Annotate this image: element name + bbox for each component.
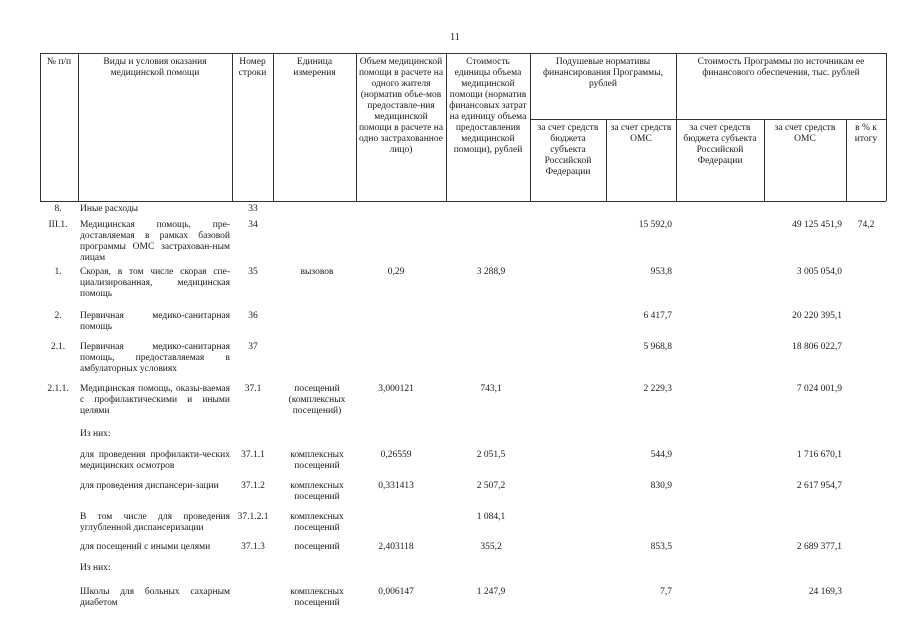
row-program-oms: 20 220 395,1 bbox=[792, 311, 842, 321]
row-name: В том числе для проведения углубленной диспансеризации bbox=[80, 512, 230, 533]
row-unit: комплексных посещений bbox=[290, 450, 344, 471]
row-norm-oms: 953,8 bbox=[650, 267, 672, 277]
row-line: 34 bbox=[248, 220, 258, 230]
header-name: Виды и условия оказания медицинской помощи bbox=[103, 57, 207, 78]
row-program-oms: 3 005 054,0 bbox=[796, 267, 842, 277]
row-name: для проведения профилакти-ческих медицинских осмотров bbox=[80, 450, 230, 471]
row-name: Школы для больных сахарным диабетом bbox=[80, 587, 230, 608]
header-cost: Стоимость единицы объема медицинской помощи (норматив финансовых затрат на единицу объема предоставления медицинской помощи), рублей bbox=[449, 57, 527, 155]
row-line: 36 bbox=[248, 311, 258, 321]
row-cost: 2 507,2 bbox=[476, 481, 506, 491]
row-name: Из них: bbox=[80, 429, 111, 439]
row-percent: 74,2 bbox=[857, 220, 875, 230]
row-norm-oms: 7,7 bbox=[660, 587, 672, 597]
row-line: 37.1.3 bbox=[241, 542, 265, 552]
row-program-oms: 2 617 954,7 bbox=[796, 481, 842, 491]
row-unit: вызовов bbox=[300, 267, 334, 277]
row-norm-oms: 544,9 bbox=[650, 450, 672, 460]
row-norm-oms: 2 229,3 bbox=[643, 384, 672, 394]
row-name: Из них: bbox=[80, 563, 111, 573]
row-line: 37.1 bbox=[244, 384, 262, 394]
header-norms-oms: за счет средств ОМС bbox=[610, 123, 672, 144]
row-unit: посещений (комплексных посещений) bbox=[288, 384, 346, 416]
row-name: Иные расходы bbox=[80, 204, 139, 214]
row-volume: 0,006147 bbox=[378, 587, 414, 597]
row-norm-oms: 5 968,8 bbox=[643, 342, 672, 352]
row-norm-oms: 15 592,0 bbox=[638, 220, 672, 230]
header-norms-group: Подушевые нормативы финансирования Программы, рублей bbox=[543, 57, 663, 89]
row-name: Первичная медико-санитарная помощь bbox=[80, 311, 230, 332]
header-norms-budget: за счет средств бюджета субъекта Российской Федерации bbox=[537, 123, 599, 177]
row-name: Первичная медико-санитарная помощь, предоставляемая в амбулаторных условиях bbox=[80, 342, 230, 374]
row-num: 2.1. bbox=[50, 342, 66, 352]
row-norm-oms: 853,5 bbox=[650, 542, 672, 552]
row-line: 37.1.2 bbox=[241, 481, 265, 491]
row-num: 2.1.1. bbox=[47, 384, 69, 394]
row-volume: 2,403118 bbox=[378, 542, 414, 552]
header-unit: Единица измерения bbox=[293, 57, 336, 78]
row-cost: 2 051,5 bbox=[476, 450, 506, 460]
header-prog-budget: за счет средств бюджета субъекта Российской Федерации bbox=[683, 123, 757, 166]
row-line: 37.1.2.1 bbox=[237, 512, 269, 522]
row-program-oms: 49 125 451,9 bbox=[792, 220, 842, 230]
row-volume: 0,29 bbox=[387, 267, 405, 277]
table-header bbox=[40, 53, 886, 201]
row-volume: 0,26559 bbox=[380, 450, 412, 460]
row-unit: комплексных посещений bbox=[290, 481, 344, 502]
header-prog-pct: в % к итогу bbox=[854, 123, 878, 144]
row-program-oms: 2 689 377,1 bbox=[796, 542, 842, 552]
row-cost: 743,1 bbox=[480, 384, 502, 394]
row-num: 1. bbox=[54, 267, 62, 277]
row-program-oms: 24 169,3 bbox=[808, 587, 842, 597]
row-line: 37 bbox=[248, 342, 258, 352]
row-program-oms: 18 806 022,7 bbox=[792, 342, 842, 352]
header-prog-group: Стоимость Программы по источникам ее финансового обеспечения, тыс. рублей bbox=[697, 57, 865, 78]
header-volume: Объем медицинской помощи в расчете на одного жителя (норматив объе-мов предоставле-ния медицинской помощи в расчете на одно застрахованное лицо) bbox=[358, 57, 444, 155]
row-unit: комплексных посещений bbox=[290, 512, 344, 533]
row-name: Скорая, в том числе скорая спе-циализированная, медицинская помощь bbox=[80, 267, 230, 299]
row-name: для проведения диспансери-зации bbox=[80, 481, 219, 491]
row-cost: 1 084,1 bbox=[476, 512, 506, 522]
header-prog-oms: за счет средств ОМС bbox=[774, 123, 836, 144]
row-name: для посещений с иными целями bbox=[80, 542, 211, 552]
row-name: Медицинская помощь, оказы-ваемая с профилактическими и иными целями bbox=[80, 384, 230, 416]
row-num: 8. bbox=[54, 204, 62, 214]
header-line: Номер строки bbox=[238, 57, 267, 78]
row-line: 35 bbox=[248, 267, 258, 277]
row-unit: посещений bbox=[294, 542, 340, 552]
page-number: 11 bbox=[450, 32, 460, 43]
row-cost: 1 247,9 bbox=[476, 587, 506, 597]
row-volume: 3,000121 bbox=[378, 384, 414, 394]
row-num: 2. bbox=[54, 311, 62, 321]
row-line: 37.1.1 bbox=[241, 450, 265, 460]
row-volume: 0,331413 bbox=[378, 481, 414, 491]
row-norm-oms: 6 417,7 bbox=[643, 311, 672, 321]
row-cost: 355,2 bbox=[480, 542, 502, 552]
row-program-oms: 1 716 670,1 bbox=[796, 450, 842, 460]
row-line: 33 bbox=[248, 204, 258, 214]
row-program-oms: 7 024 001,9 bbox=[796, 384, 842, 394]
header-num: № п/п bbox=[46, 57, 72, 67]
row-unit: комплексных посещений bbox=[290, 587, 344, 608]
row-norm-oms: 830,9 bbox=[650, 481, 672, 491]
row-name: Медицинская помощь, пре-доставляемая в рамках базовой программы ОМС застрахован-ным лицам bbox=[80, 220, 230, 263]
row-cost: 3 288,9 bbox=[476, 267, 506, 277]
row-num: III.1. bbox=[48, 220, 68, 230]
